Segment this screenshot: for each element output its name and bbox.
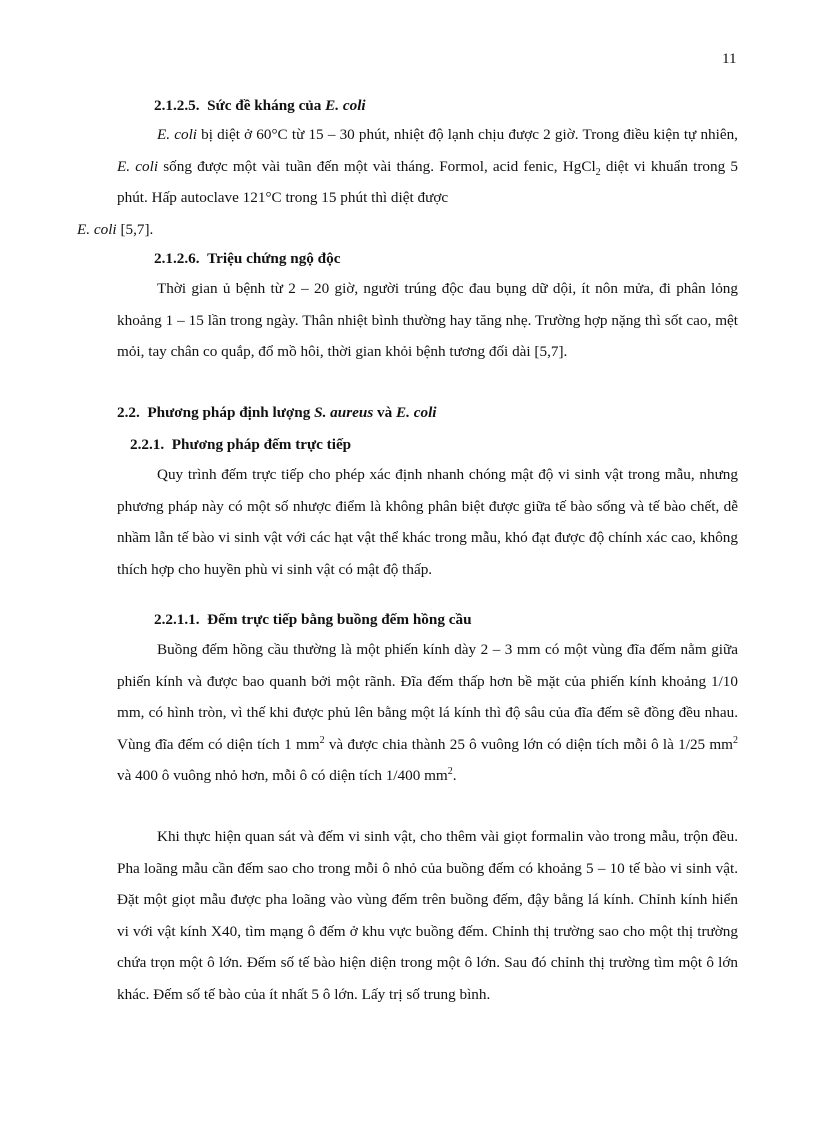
superscript: 2: [319, 734, 325, 746]
text-run: diệt vi khuẩn trong 5 phút. Hấp autoclave 121°C trong 15 phút thì diệt được: [117, 157, 738, 206]
heading-italic: S. aureus: [314, 404, 374, 421]
heading-number: 2.2.1.1.: [154, 611, 200, 628]
heading-text: Đếm trực tiếp bằng buồng đếm hồng cầu: [207, 611, 472, 628]
paragraph-direct-count: Quy trình đếm trực tiếp cho phép xác định nhanh chóng mật độ vi sinh vật trong mẫu, nhưng phương pháp này có một số nhược điểm là không phân biệt được giữa tế bào sống và tế bào chết, dễ nhầm lẫn tế bào vi sinh vật với các hạt vật thể khác trong mẫu, khó đạt được độ chính xác cao, không thích hợp cho huyền phù vi sinh vật có mật độ thấp.: [117, 466, 738, 578]
heading-italic: E. coli: [396, 404, 437, 421]
heading-text: Phương pháp đếm trực tiếp: [171, 436, 352, 453]
heading-2-2: [117, 404, 437, 422]
heading-2-2-1: [130, 436, 351, 454]
heading-2-2-1-1: [154, 611, 472, 629]
heading-text: Triệu chứng ngộ độc: [207, 250, 341, 267]
heading-number: 2.2.1.: [130, 436, 165, 453]
heading-number: 2.2.: [117, 404, 140, 421]
paragraph-ecoli-resistance: [77, 119, 738, 245]
italic-term: E. coli: [157, 126, 198, 143]
heading-text: Sức đề kháng của: [207, 97, 326, 114]
italic-term: E. coli: [117, 157, 159, 175]
page-number: 11: [722, 50, 737, 67]
text-run: .: [452, 767, 457, 784]
text-run: sống được một vài tuần đến một vài tháng. Formol, acid fenic, HgCl: [158, 157, 596, 175]
heading-number: 2.1.2.6.: [154, 250, 200, 267]
text-run: bị diệt ở 60°C từ 15 – 30 phút, nhiệt độ lạnh chịu được 2 giờ. Trong điều kiện tự nhiên,: [197, 126, 738, 143]
paragraph-symptoms: Thời gian ủ bệnh từ 2 – 20 giờ, người trúng độc đau bụng dữ dội, ít nôn mửa, đi phân lỏng khoảng 1 – 15 lần trong ngày. Thân nhiệt bình thường hay tăng nhẹ. Trường hợp nặng thì sốt cao, mệt mỏi, tay chân co quắp, đổ mồ hôi, thời gian khỏi bệnh tương đối dài [5,7].: [117, 280, 738, 360]
paragraph-counting-chamber: [117, 634, 738, 792]
heading-2-1-2-5: [154, 97, 366, 115]
text-run: và 400 ô vuông nhỏ hơn, mỗi ô có diện tích 1/400 mm: [117, 767, 448, 784]
text-run: Buồng đếm hồng cầu thường là một phiến kính dày 2 – 3 mm có một vùng đĩa đếm nằm giữa phiến kính và được bao quanh bởi một rãnh. Đĩa đếm thấp hơn bề mặt của phiến kính khoảng 1/10 mm, có hình tròn, vì thế khi được phủ lên bằng một lá kính thì độ sâu của đĩa đếm sẽ đồng đều nhau. Vùng đĩa đếm có diện tích 1 mm: [117, 641, 738, 753]
subscript: 2: [595, 166, 601, 178]
text-run: [5,7].: [116, 220, 154, 238]
paragraph-counting-procedure: Khi thực hiện quan sát và đếm vi sinh vật, cho thêm vài giọt formalin vào trong mẫu, trộn đều. Pha loãng mẫu cần đếm sao cho trong mỗi ô nhỏ của buồng đếm có khoảng 5 – 10 tế bào vi sinh vật. Đặt một giọt mẫu được pha loãng vào vùng đếm trên buồng đếm, đậy bằng lá kính. Chỉnh kính hiển vi với vật kính X40, tìm mạng ô đếm ở khu vực buồng đếm. Chỉnh thị trường sao cho một thị trường chứa trọn một ô lớn. Đếm số tế bào hiện diện trong một ô lớn. Sau đó chỉnh thị trường tìm một ô lớn khác. Đếm số tế bào của ít nhất 5 ô lớn. Lấy trị số trung bình.: [117, 828, 738, 1003]
heading-number: 2.1.2.5.: [154, 97, 200, 114]
text-run: và được chia thành 25 ô vuông lớn có diện tích mỗi ô là 1/25 mm: [324, 735, 733, 753]
heading-text: và: [373, 404, 397, 421]
superscript: 2: [447, 765, 453, 777]
heading-2-1-2-6: [154, 250, 340, 268]
italic-term: E. coli: [77, 220, 117, 238]
superscript: 2: [733, 734, 738, 746]
heading-text: Phương pháp định lượng: [147, 404, 315, 421]
heading-italic: E. coli: [325, 97, 366, 114]
